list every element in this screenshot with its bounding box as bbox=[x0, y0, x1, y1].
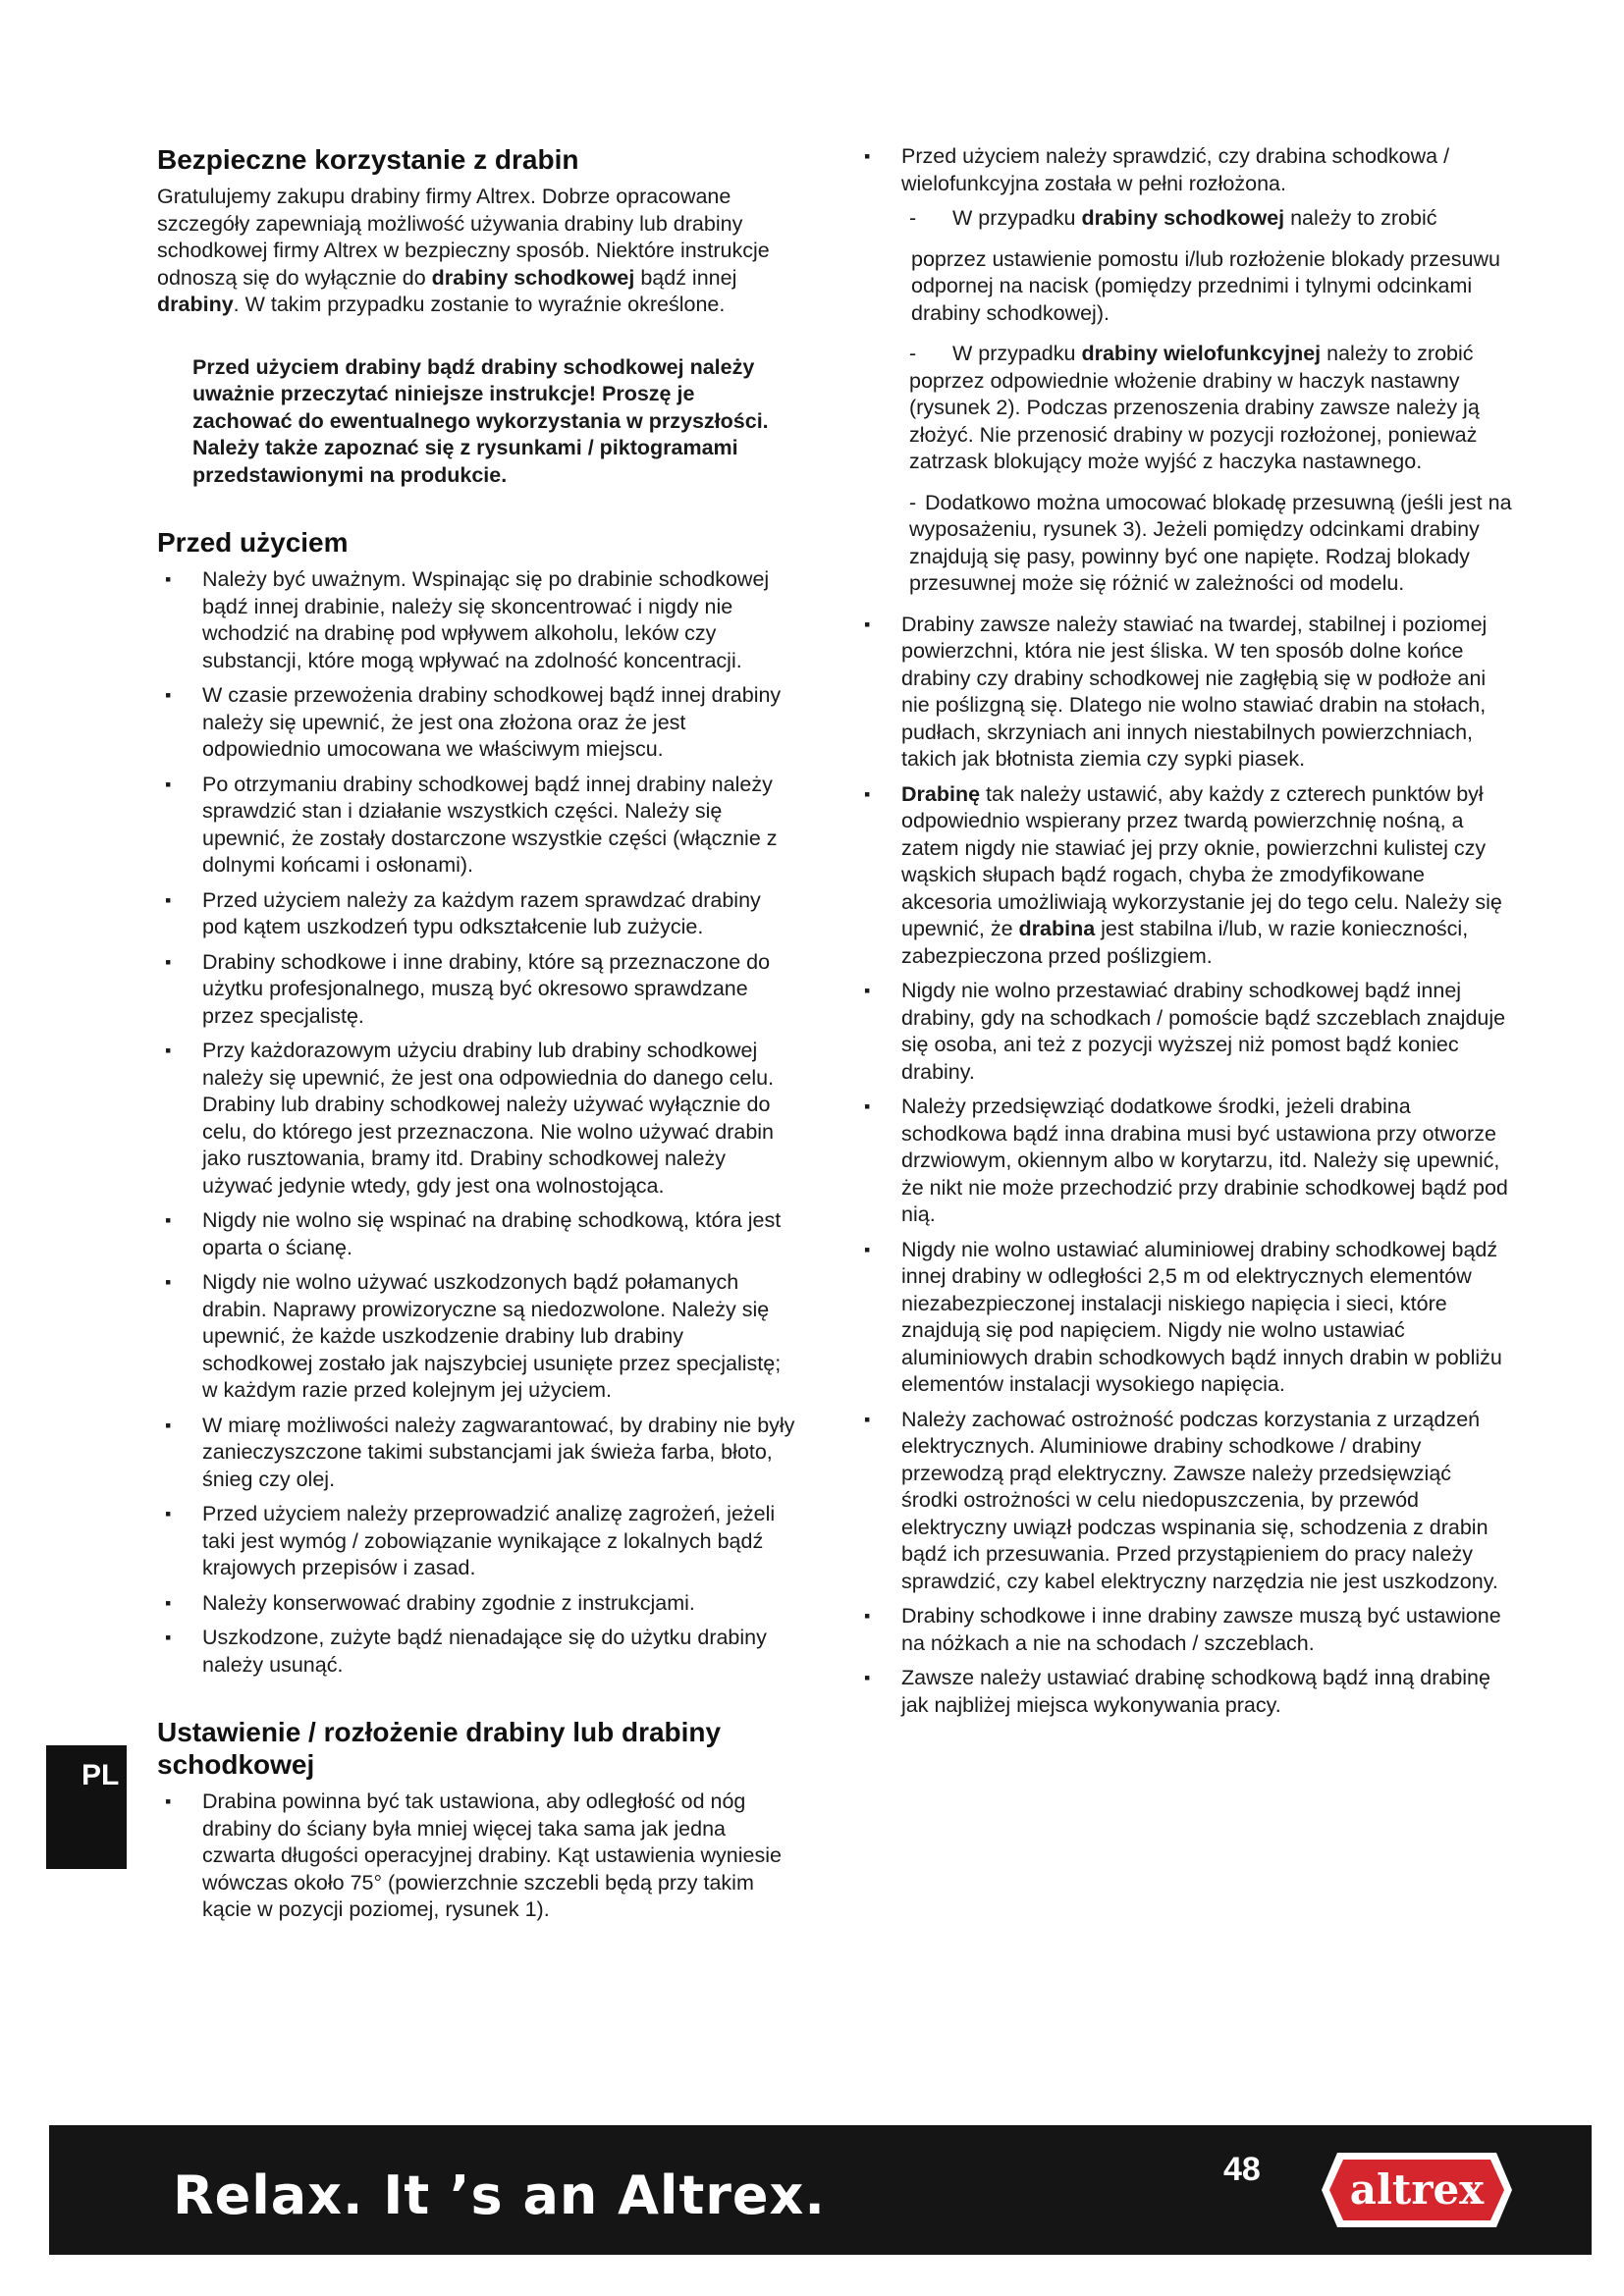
sub-item-slide-lock: - Dodatkowo można umocować blokadę przesuwną (jeśli jest na wyposażeniu, rysunek 3). Jeżeli pomiędzy odcinkami drabiny znajdują się pasy, powinny być one napięte. Rodzaj blokady przesuwnej może się różnić w zależności od modelu. bbox=[909, 490, 1512, 595]
list-item: ▪ Zawsze należy ustawiać drabinę schodkową bądź inną drabinę jak najbliżej miejsca wykonywania pracy. bbox=[856, 1665, 1512, 1719]
footer-slogan: Relax. It ’s an Altrex. bbox=[173, 2164, 826, 2226]
list-item: ▪ Nigdy nie wolno przestawiać drabiny schodkowej bądź innej drabiny, gdy na schodkach / pomoście bądź szczeblach znajduje się osoba, ani też z pozycji wyższej niż pomost bądź koniec drabiny. bbox=[856, 978, 1512, 1086]
list-item: ▪ W czasie przewożenia drabiny schodkowej bądź innej drabiny należy się upewnić, że jest ona złożona oraz że jest odpowiednio umocowana we właściwym miejscu. bbox=[157, 682, 797, 764]
list-item: ▪ Przy każdorazowym użyciu drabiny lub drabiny schodkowej należy się upewnić, że jest ona odpowiednia do danego celu. Drabiny lub drabiny schodkowej należy używać wyłącznie do celu, do którego jest przeznaczona. Nie wolno używać drabin jako rusztowania, bramy itd. Drabiny schodkowej należy używać jedynie wtedy, gdy jest ona wolnostojąca. bbox=[157, 1038, 797, 1200]
altrex-logo-icon bbox=[1304, 2135, 1530, 2245]
list-item: ▪ Uszkodzone, zużyte bądź nienadające się do użytku drabiny należy usunąć. bbox=[157, 1625, 797, 1679]
list-item: ▪ Nigdy nie wolno ustawiać aluminiowej drabiny schodkowej bądź innej drabiny w odległości 2,5 m od elektrycznych elementów niezabezpieczonej instalacji niskiego napięcia i sieci, które znajdują się pod napięciem. Nigdy nie wolno ustawiać aluminiowych drabin schodkowych bądź innych drabin w pobliżu elementów instalacji wysokiego napięcia. bbox=[856, 1237, 1512, 1399]
list-item: ▪ Przed użyciem należy sprawdzić, czy drabina schodkowa / wielofunkcyjna została w pełni rozłożona. bbox=[856, 143, 1512, 197]
list-item: ▪ Przed użyciem należy za każdym razem sprawdzać drabiny pod kątem uszkodzeń typu odkształcenie lub zużycie. bbox=[157, 887, 797, 941]
heading-before-use: Przed użyciem bbox=[157, 527, 349, 559]
list-item: ▪ Drabiny schodkowe i inne drabiny, które są przeznaczone do użytku profesjonalnego, muszą być okresowo sprawdzane przez specjalistę. bbox=[157, 949, 797, 1031]
heading-setup: Ustawienie / rozłożenie drabiny lub drabiny schodkowej bbox=[157, 1717, 722, 1781]
setup-list bbox=[157, 1789, 797, 1924]
list-item: ▪ Drabiny zawsze należy stawiać na twardej, stabilnej i poziomej powierzchni, która nie jest śliska. W ten sposób dolne końce drabiny czy drabiny schodkowej nie zagłębią się w podłoże ani nie poślizgną się. Dlatego nie wolno stawiać drabin na stołach, pudłach, skrzyniach ani innych niestabilnych powierzchniach, takich jak błotnista ziemia czy sypki piasek. bbox=[856, 612, 1512, 774]
list-item: ▪ Należy przedsięwziąć dodatkowe środki, jeżeli drabina schodkowa bądź inna drabina musi być ustawiona przy otworze drzwiowym, okiennym albo w korytarzu, itd. Należy się upewnić, że nikt nie może przechodzić przy drabinie schodkowej bądź pod nią. bbox=[856, 1094, 1512, 1229]
list-item: ▪ Drabina powinna być tak ustawiona, aby odległość od nóg drabiny do ściany była mniej więcej taka sama jak jedna czwarta długości operacyjnej drabiny. Kąt ustawienia wyniesie wówczas około 75° (powierzchnie szczebli będą przy takim kącie w pozycji poziomej, rysunek 1). bbox=[157, 1789, 797, 1924]
left-column bbox=[157, 143, 797, 1932]
list-item: ▪ Należy konserwować drabiny zgodnie z instrukcjami. bbox=[157, 1590, 797, 1618]
language-code: PL bbox=[81, 1759, 120, 1791]
before-use-list bbox=[157, 566, 797, 1679]
sub-item-step-ladder: - W przypadku drabiny schodkowej należy to zrobić bbox=[909, 206, 1437, 230]
footer-banner bbox=[49, 2125, 1592, 2255]
list-item: ▪ Drabiny schodkowe i inne drabiny zawsze muszą być ustawione na nóżkach a nie na schodach / szczeblach. bbox=[856, 1603, 1512, 1657]
setup-list-continued bbox=[856, 143, 1512, 197]
list-item: ▪ Należy zachować ostrożność podczas korzystania z urządzeń elektrycznych. Aluminiowe drabiny schodkowe / drabiny przewodzą prąd elektryczny. Zawsze należy przedsięwziąć środki ostrożności w celu niedopuszczenia, by przewód elektryczny uwiązł podczas wspinania się, schodzenia z drabin bądź ich przesuwania. Przed przystąpieniem do pracy należy sprawdzić, czy kabel elektryczny narzędzia nie jest uszkodzony. bbox=[856, 1407, 1512, 1596]
list-item: ▪ Przed użyciem należy przeprowadzić analizę zagrożeń, jeżeli taki jest wymóg / zobowiązanie wynikające z lokalnych bądź krajowych przepisów i zasad. bbox=[157, 1501, 797, 1582]
intro-paragraph: Gratulujemy zakupu drabiny firmy Altrex. Dobrze opracowane szczegóły zapewniają możliwość używania drabiny lub drabiny schodkowej firmy Altrex w bezpieczny sposób. Niektóre instrukcje odnoszą się do wyłącznie do drabiny schodkowej bądź innej drabiny. W takim przypadku zostanie to wyraźnie określone. bbox=[157, 185, 770, 317]
page-number: 48 bbox=[1223, 2151, 1261, 2188]
sub-item-multi-ladder: - W przypadku drabiny wielofunkcyjnej należy to zrobić poprzez odpowiednie włożenie drabiny w haczyk nastawny (rysunek 2). Podczas przenoszenia drabiny zawsze należy ją złożyć. Nie przenosić drabiny w pozycji rozłożonej, ponieważ zatrzask blokujący może wyjść z haczyka nastawnego. bbox=[909, 342, 1480, 473]
list-item: ▪ W miarę możliwości należy zagwarantować, by drabiny nie były zanieczyszczone takimi substancjami jak świeża farba, błoto, śnieg czy olej. bbox=[157, 1413, 797, 1494]
logo-text: altrex bbox=[1349, 2165, 1485, 2214]
placement-list bbox=[856, 612, 1512, 1720]
warning-notice: Przed użyciem drabiny bądź drabiny schodkowej należy uważnie przeczytać niniejsze instrukcje! Proszę je zachować do ewentualnego wykorzystania w przyszłości. Należy także zapoznać się z rysunkami / piktogramami przedstawionymi na produkcie. bbox=[192, 354, 769, 487]
sub-item-step-ladder-cont: poprzez ustawienie pomostu i/lub rozłożenie blokady przesuwu odpornej na nacisk (pomiędzy przednimi i tylnymi odcinkami drabiny schodkowej). bbox=[911, 246, 1500, 325]
heading-safe-use: Bezpieczne korzystanie z drabin bbox=[157, 144, 579, 175]
list-item: ▪ Po otrzymaniu drabiny schodkowej bądź innej drabiny należy sprawdzić stan i działanie wszystkich części. Należy się upewnić, że zostały dostarczone wszystkie części (włącznie z dolnymi końcami i osłonami). bbox=[157, 772, 797, 880]
list-item: ▪ Nigdy nie wolno się wspinać na drabinę schodkową, która jest oparta o ścianę. bbox=[157, 1207, 797, 1261]
list-item: ▪ Drabinę tak należy ustawić, aby każdy z czterech punktów był odpowiednio wspierany przez twardą powierzchnię nośną, a zatem nigdy nie stawiać jej przy oknie, powierzchni kulistej czy wąskich słupach bądź rogach, chyba że zmodyfikowane akcesoria umożliwiają wykorzystanie jej do tego celu. Należy się upewnić, że drabina jest stabilna i/lub, w razie konieczności, zabezpieczona przed poślizgiem. bbox=[856, 781, 1512, 971]
language-tab bbox=[46, 1745, 127, 1869]
list-item: ▪ Nigdy nie wolno używać uszkodzonych bądź połamanych drabin. Naprawy prowizoryczne są niedozwolone. Należy się upewnić, że każde uszkodzenie drabiny lub drabiny schodkowej zostało jak najszybciej usunięte przez specjalistę; w każdym razie przed kolejnym jej użyciem. bbox=[157, 1269, 797, 1405]
right-column bbox=[856, 143, 1512, 1727]
list-item: ▪ Należy być uważnym. Wspinając się po drabinie schodkowej bądź innej drabinie, należy się skoncentrować i nigdy nie wchodzić na drabinę pod wpływem alkoholu, leków czy substancji, które mogą wpływać na zdolność koncentracji. bbox=[157, 566, 797, 674]
